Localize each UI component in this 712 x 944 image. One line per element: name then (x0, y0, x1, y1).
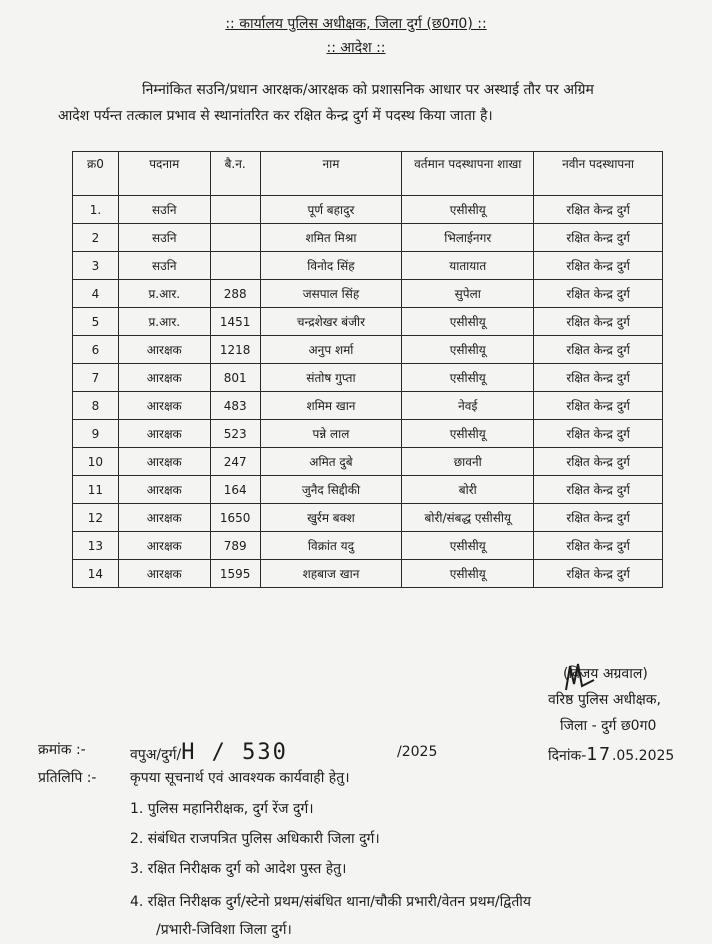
reference-prefix: वपुअ/दुर्ग/ (130, 747, 182, 763)
cell-rank: आरक्षक (118, 560, 210, 588)
table-row (73, 196, 663, 224)
cell-badge-no: 523 (210, 420, 260, 448)
cell-badge-no (210, 224, 260, 252)
col-rank: पदनाम (118, 152, 210, 196)
cell-badge-no (210, 196, 260, 224)
cell-new-posting: रक्षित केन्द्र दुर्ग (534, 196, 663, 224)
table-row (73, 392, 663, 420)
cell-rank: प्र.आर. (118, 308, 210, 336)
cell-name: अनुप शर्मा (260, 336, 402, 364)
cell-serial: 3 (73, 252, 119, 280)
cell-name: पूर्ण बहादुर (260, 196, 402, 224)
cell-current-posting: एसीसीयू (402, 364, 534, 392)
cell-current-posting: बोरी (402, 476, 534, 504)
table-row (73, 336, 663, 364)
transfer-table (72, 151, 663, 588)
cell-serial: 2 (73, 224, 119, 252)
signatory-district: जिला - दुर्ग छ0ग0 (560, 718, 657, 734)
order-heading (0, 38, 712, 57)
cell-new-posting: रक्षित केन्द्र दुर्ग (534, 252, 663, 280)
cell-current-posting: सुपेला (402, 280, 534, 308)
cell-badge-no: 789 (210, 532, 260, 560)
date-label: दिनांक- (548, 748, 587, 764)
cell-new-posting: रक्षित केन्द्र दुर्ग (534, 308, 663, 336)
table-row (73, 476, 663, 504)
intro-line-1: निम्नांकित सउनि/प्रधान आरक्षक/आरक्षक को प्रशासनिक आधार पर अस्थाई तौर पर अग्रिम (142, 82, 594, 98)
table-row (73, 224, 663, 252)
cell-badge-no (210, 252, 260, 280)
cell-name: जसपाल सिंह (260, 280, 402, 308)
cell-serial: 7 (73, 364, 119, 392)
cell-rank: आरक्षक (118, 504, 210, 532)
copy-item-4-continuation: /प्रभारी-जिविशा जिला दुर्ग। (156, 922, 292, 938)
table-row (73, 252, 663, 280)
cell-serial: 11 (73, 476, 119, 504)
col-name: नाम (260, 152, 402, 196)
cell-serial: 14 (73, 560, 119, 588)
cell-serial: 5 (73, 308, 119, 336)
cell-new-posting: रक्षित केन्द्र दुर्ग (534, 280, 663, 308)
table-row (73, 364, 663, 392)
table-header-row (73, 152, 663, 196)
copy-label: प्रतिलिपि :- (38, 770, 97, 786)
cell-rank: आरक्षक (118, 420, 210, 448)
cell-current-posting: यातायात (402, 252, 534, 280)
cell-name: चन्द्रशेखर बंजीर (260, 308, 402, 336)
date-month-year: .05.2025 (611, 748, 675, 764)
order-heading-text: :: आदेश :: (326, 40, 386, 56)
cell-badge-no: 288 (210, 280, 260, 308)
cell-badge-no: 1595 (210, 560, 260, 588)
cell-rank: सउनि (118, 196, 210, 224)
cell-current-posting: एसीसीयू (402, 532, 534, 560)
signatory-designation: वरिष्ठ पुलिस अधीक्षक, (548, 692, 661, 708)
cell-new-posting: रक्षित केन्द्र दुर्ग (534, 476, 663, 504)
cell-name: खुर्रम बक्श (260, 504, 402, 532)
cell-current-posting: बोरी/संबद्ध एसीसीयू (402, 504, 534, 532)
cell-new-posting: रक्षित केन्द्र दुर्ग (534, 504, 663, 532)
reference-handwritten: H / 530 (181, 740, 288, 765)
table-row (73, 308, 663, 336)
copy-item-2: 2. संबंधित राजपत्रित पुलिस अधिकारी जिला दुर्ग। (130, 831, 380, 847)
cell-rank: आरक्षक (118, 364, 210, 392)
cell-name: शमिम खान (260, 392, 402, 420)
cell-name: विक्रांत यदु (260, 532, 402, 560)
cell-name: संतोष गुप्ता (260, 364, 402, 392)
signatory-name: (विजय अग्रवाल) (563, 666, 648, 682)
cell-name: पन्ने लाल (260, 420, 402, 448)
cell-new-posting: रक्षित केन्द्र दुर्ग (534, 420, 663, 448)
reference-label: क्रमांक :- (38, 742, 86, 758)
cell-rank: सउनि (118, 224, 210, 252)
cell-serial: 1. (73, 196, 119, 224)
col-current-posting: वर्तमान पदस्थापना शाखा (402, 152, 534, 196)
cell-badge-no: 1451 (210, 308, 260, 336)
cell-current-posting: भिलाईनगर (402, 224, 534, 252)
cell-current-posting: एसीसीयू (402, 560, 534, 588)
order-date (548, 744, 674, 765)
cell-new-posting: रक्षित केन्द्र दुर्ग (534, 392, 663, 420)
cell-serial: 4 (73, 280, 119, 308)
intro-line-2: आदेश पर्यन्त तत्काल प्रभाव से स्थानांतरित कर रक्षित केन्द्र दुर्ग में पदस्थ किया जाता है। (58, 108, 493, 124)
cell-name: शहबाज खान (260, 560, 402, 588)
office-heading-text: :: कार्यालय पुलिस अधीक्षक, जिला दुर्ग (छ0ग0) :: (225, 16, 487, 32)
table-row (73, 560, 663, 588)
cell-rank: आरक्षक (118, 476, 210, 504)
cell-name: जुनैद सिद्दीकी (260, 476, 402, 504)
cell-badge-no: 483 (210, 392, 260, 420)
cell-current-posting: एसीसीयू (402, 420, 534, 448)
table-body (73, 196, 663, 588)
cell-name: विनोद सिंह (260, 252, 402, 280)
cell-current-posting: एसीसीयू (402, 336, 534, 364)
cell-rank: सउनि (118, 252, 210, 280)
cell-new-posting: रक्षित केन्द्र दुर्ग (534, 532, 663, 560)
cell-serial: 6 (73, 336, 119, 364)
cell-serial: 12 (73, 504, 119, 532)
cell-badge-no: 164 (210, 476, 260, 504)
cell-rank: प्र.आर. (118, 280, 210, 308)
cell-rank: आरक्षक (118, 448, 210, 476)
cell-current-posting: एसीसीयू (402, 308, 534, 336)
table-row (73, 420, 663, 448)
reference-year: /2025 (397, 744, 438, 760)
cell-new-posting: रक्षित केन्द्र दुर्ग (534, 448, 663, 476)
cell-rank: आरक्षक (118, 532, 210, 560)
table-row (73, 504, 663, 532)
copy-item-3: 3. रक्षित निरीक्षक दुर्ग को आदेश पुस्त हेतु। (130, 861, 347, 877)
cell-name: अमित दुबे (260, 448, 402, 476)
cell-new-posting: रक्षित केन्द्र दुर्ग (534, 560, 663, 588)
cell-rank: आरक्षक (118, 336, 210, 364)
table-row (73, 280, 663, 308)
cell-badge-no: 801 (210, 364, 260, 392)
table-row (73, 448, 663, 476)
col-badge-no: बै.न. (210, 152, 260, 196)
cell-serial: 13 (73, 532, 119, 560)
cell-name: शमित मिश्रा (260, 224, 402, 252)
office-heading (0, 14, 712, 33)
cell-new-posting: रक्षित केन्द्र दुर्ग (534, 364, 663, 392)
reference-number (130, 740, 288, 765)
date-day-handwritten: 17 (586, 744, 612, 765)
copy-intro: कृपया सूचनार्थ एवं आवश्यक कार्यवाही हेतु। (130, 770, 350, 786)
cell-serial: 9 (73, 420, 119, 448)
cell-current-posting: नेवई (402, 392, 534, 420)
col-new-posting: नवीन पदस्थापना (534, 152, 663, 196)
cell-badge-no: 1650 (210, 504, 260, 532)
cell-new-posting: रक्षित केन्द्र दुर्ग (534, 224, 663, 252)
cell-current-posting: एसीसीयू (402, 196, 534, 224)
cell-badge-no: 1218 (210, 336, 260, 364)
col-serial: क्र0 (73, 152, 119, 196)
cell-serial: 10 (73, 448, 119, 476)
cell-rank: आरक्षक (118, 392, 210, 420)
copy-item-4: 4. रक्षित निरीक्षक दुर्ग/स्टेनो प्रथम/संबंधित थाना/चौकी प्रभारी/वेतन प्रथम/द्वितीय (130, 894, 532, 910)
cell-current-posting: छावनी (402, 448, 534, 476)
table-row (73, 532, 663, 560)
cell-new-posting: रक्षित केन्द्र दुर्ग (534, 336, 663, 364)
cell-serial: 8 (73, 392, 119, 420)
cell-badge-no: 247 (210, 448, 260, 476)
copy-item-1: 1. पुलिस महानिरीक्षक, दुर्ग रेंज दुर्ग। (130, 801, 314, 817)
